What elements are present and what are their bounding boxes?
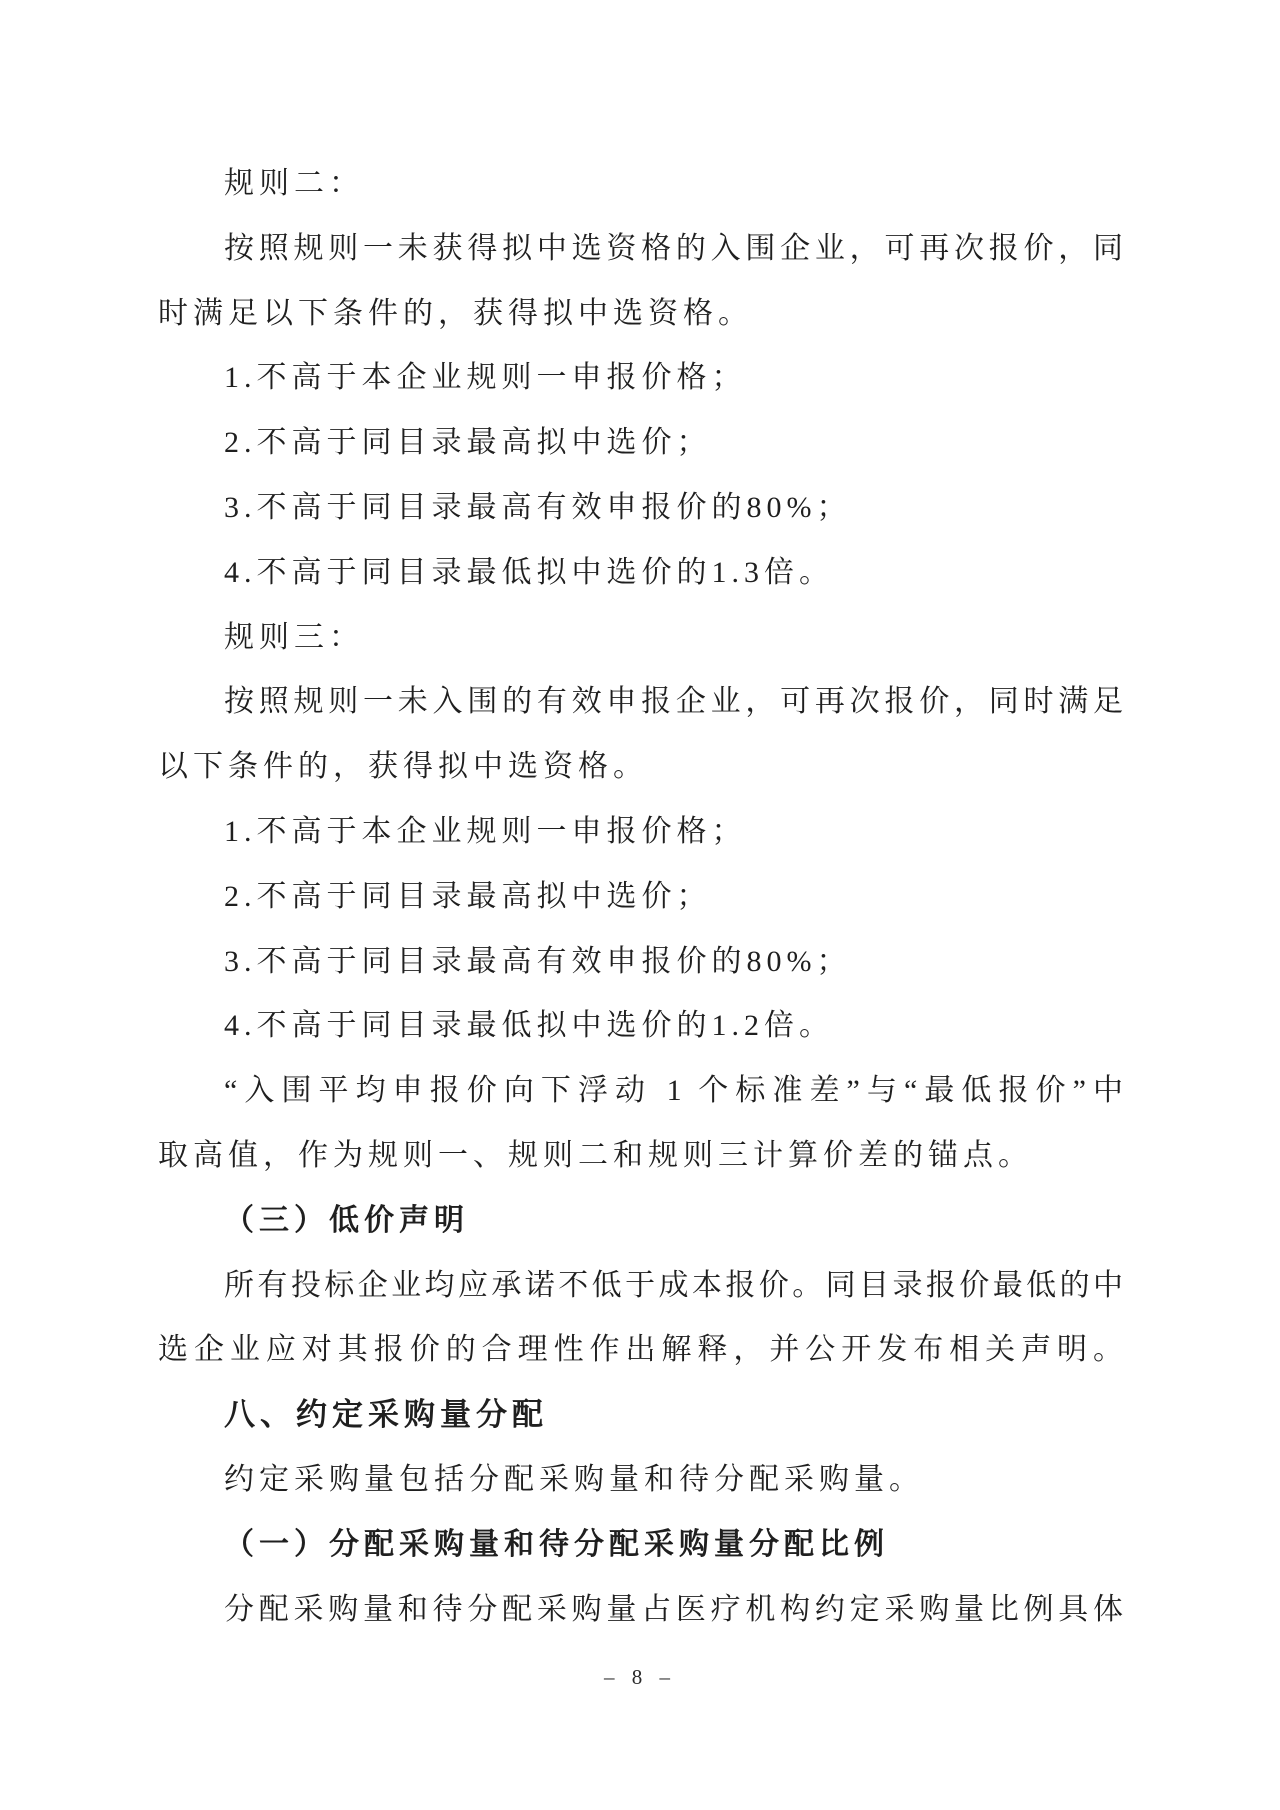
doc-line: 约定采购量包括分配采购量和待分配采购量。	[224, 1462, 924, 1496]
doc-line: 取高值，作为规则一、规则二和规则三计算价差的锚点。	[158, 1138, 1033, 1172]
heading-allocation-ratio: （一）分配采购量和待分配采购量分配比例	[224, 1526, 889, 1562]
rule-2-condition-3: 3.不高于同目录最高有效申报价的80%；	[224, 490, 852, 524]
doc-line: “入围平均申报价向下浮动 1 个标准差”与“最低报价”中	[224, 1074, 1125, 1108]
doc-line: 分配采购量和待分配采购量占医疗机构约定采购量比例具体	[224, 1592, 1125, 1626]
doc-line: 按照规则一未入围的有效申报企业，可再次报价，同时满足	[224, 685, 1125, 719]
rule-3-condition-1: 1.不高于本企业规则一申报价格；	[224, 814, 747, 848]
heading-low-price-declaration: （三）低价声明	[224, 1202, 469, 1238]
document-body	[158, 152, 1125, 1642]
doc-line: 所有投标企业均应承诺不低于成本报价。同目录报价最低的中	[224, 1268, 1125, 1302]
page-number: – 8 –	[604, 1665, 676, 1689]
doc-line: 以下条件的，获得拟中选资格。	[158, 750, 648, 784]
heading-section-8-volume-allocation: 八、约定采购量分配	[224, 1397, 548, 1434]
rule-2-label: 规则二：	[224, 167, 364, 200]
rule-2-condition-1: 1.不高于本企业规则一申报价格；	[224, 361, 747, 395]
rule-3-condition-2: 2.不高于同目录最高拟中选价；	[224, 879, 712, 913]
rule-2-condition-2: 2.不高于同目录最高拟中选价；	[224, 426, 712, 460]
doc-line: 时满足以下条件的，获得拟中选资格。	[158, 296, 753, 330]
rule-3-label: 规则三：	[224, 620, 364, 654]
rule-2-condition-4: 4.不高于同目录最低拟中选价的1.3倍。	[224, 555, 834, 589]
rule-3-condition-4: 4.不高于同目录最低拟中选价的1.2倍。	[224, 1009, 834, 1043]
doc-line: 按照规则一未获得拟中选资格的入围企业，可再次报价，同	[224, 231, 1125, 265]
doc-line: 选企业应对其报价的合理性作出解释，并公开发布相关声明。	[158, 1333, 1125, 1367]
rule-3-condition-3: 3.不高于同目录最高有效申报价的80%；	[224, 944, 852, 978]
